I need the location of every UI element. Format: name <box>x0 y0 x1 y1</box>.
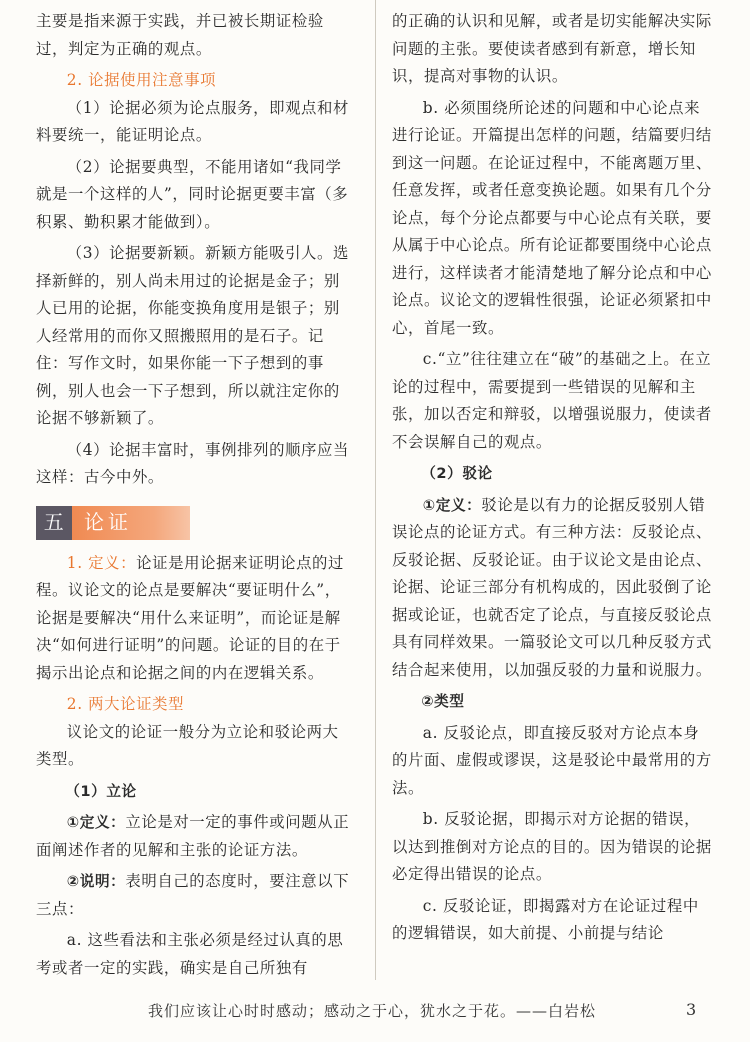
paragraph-continued: 的正确的认识和见解，或者是切实能解决实际问题的主张。要使读者感到有新意，增长知识，提高对事物的认识。 <box>392 12 712 85</box>
right-column <box>392 8 712 948</box>
lilun-note-label: ②说明： <box>66 873 126 890</box>
lilun-note <box>36 868 352 923</box>
section-title: 论证 <box>72 506 190 540</box>
bolun-definition <box>392 492 712 685</box>
note-2: （2）论据要典型，不能用诸如“我同学就是一个这样的人”，同时论据更要丰富（多积累、勤积累才能做到）。 <box>36 157 349 231</box>
heading-lilun: （1）立论 <box>65 782 137 800</box>
heading-argument-types: 2. 两大论证类型 <box>66 695 185 713</box>
definition-label: 1. 定义： <box>66 553 137 572</box>
point-c: c.“立”往往建立在“破”的基础之上。在立论的过程中，需要提到一些错误的见解和主张，加以否定和辩驳，以增强说服力，使读者不会误解自己的观点。 <box>392 350 712 451</box>
page-number: 3 <box>686 1000 697 1019</box>
rebut-argument: c. 反驳论证，即揭露对方在论证过程中的逻辑错误，如大前提、小前提与结论 <box>392 896 699 942</box>
page-footer <box>0 998 750 1028</box>
point-a: a. 这些看法和主张必须是经过认真的思考或者一定的实践，确实是自己所独有 <box>36 931 344 977</box>
rebut-evidence: b. 反驳论据，即揭示对方论据的错误，以达到推倒对方论点的目的。因为错误的论据必定得出错误的论点。 <box>392 810 712 883</box>
lilun-definition <box>36 809 352 864</box>
column-divider <box>375 0 376 980</box>
bolun-def-label: ①定义： <box>422 496 482 514</box>
heading-evidence-notes: 2. 论据使用注意事项 <box>66 71 217 89</box>
paragraph-evidence-source: 主要是指来源于实践，并已被长期证检验过，判定为正确的观点。 <box>36 12 324 58</box>
types-text: 议论文的论证一般分为立论和驳论两大类型。 <box>36 722 339 768</box>
heading-bolun: （2）驳论 <box>421 465 493 482</box>
rebut-point: a. 反驳论点，即直接反驳对方论点本身的片面、虚假或谬误，这是驳论中最常用的方法。 <box>392 723 712 797</box>
lilun-def-label: ①定义： <box>66 814 126 831</box>
lilun-def-text: 立论是对一定的事件或问题从正面阐述作者的见解和主张的论证方法。 <box>36 813 350 859</box>
definition-text: 论证是用论据来证明论点的过程。议论文的论点是要解决“要证明什么”，论据是要解决“用什么来证明”，而论证是解决“如何进行证明”的问题。论证的目的在于揭示出论点和论据之间的内在逻辑关系。 <box>36 553 345 682</box>
note-3: （3）论据要新颖。新颖方能吸引人。选择新鲜的，别人尚未用过的论据是金子；别人已用的论据，你能变换角度用是银子；别人经常用的而你又照搬照用的是石子。记住：写作文时，如果你能一下子想到的事例，别人也会一下子想到，所以就注定你的论据不够新颖了。 <box>36 244 350 427</box>
bolun-def-text: 驳论是以有力的论据反驳别人错误论点的论证方式。有三种方法：反驳论点、反驳论据、反驳论证。由于议论文是由论点、论据、论证三部分有机构成的，因此驳倒了论据或论证，也就否定了论点，与直接反驳论点具有同样效果。一篇驳论文可以几种反驳方式结合起来使用，以加强反驳的力量和说服力。 <box>392 495 712 679</box>
lilun-note-text: 表明自己的态度时，要注意以下三点： <box>36 872 350 918</box>
section-header-argumentation <box>36 506 352 540</box>
footer-quote: 我们应该让心时时感动；感动之于心，犹水之于花。——白岩松 <box>148 1002 597 1020</box>
left-column <box>36 8 352 982</box>
point-b: b. 必须围绕所论述的问题和中心论点来进行论证。开篇提出怎样的问题，结篇要归结到这一问题。在论证过程中，不能离题万里、任意发挥，或者任意变换论题。如果有几个分论点，每个分论点都要与中心论点有关联，要从属于中心论点。所有论证都要围绕中心论点进行，这样读者才能清楚地了解分论点和中心论点。议论文的逻辑性很强，论证必须紧扣中心，首尾一致。 <box>392 98 712 337</box>
section-number: 五 <box>36 506 72 540</box>
bolun-types-label: ②类型 <box>421 693 465 710</box>
note-1: （1）论据必须为论点服务，即观点和材料要统一，能证明论点。 <box>36 98 350 144</box>
definition-paragraph <box>36 550 352 688</box>
note-4: （4）论据丰富时，事例排列的顺序应当这样：古今中外。 <box>36 440 350 486</box>
